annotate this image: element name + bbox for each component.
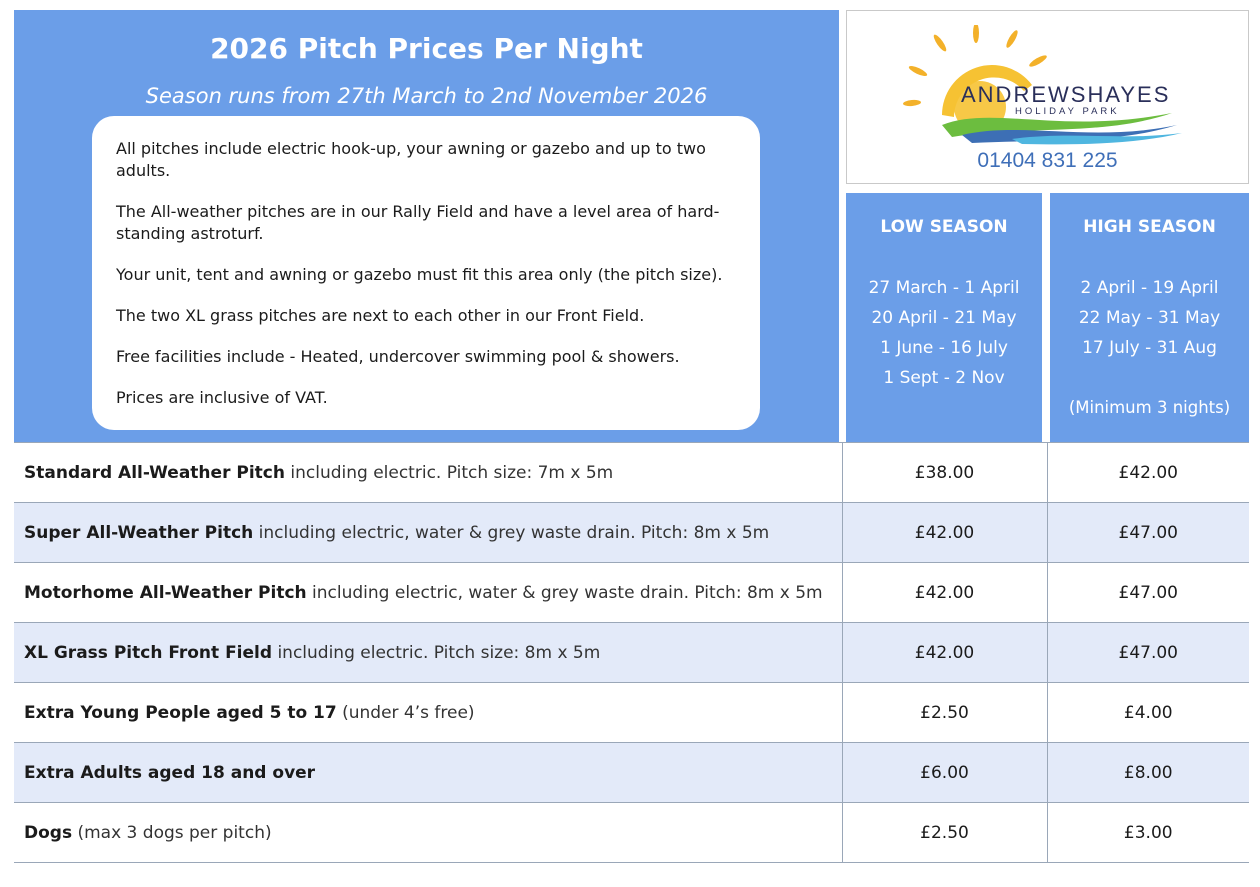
high-season-price: £8.00 — [1047, 743, 1249, 803]
high-season-price: £4.00 — [1047, 683, 1249, 743]
table-row — [14, 503, 1249, 563]
pitch-detail: including electric. Pitch size: 7m x 5m — [284, 462, 614, 483]
low-season-title: LOW SEASON — [880, 217, 1008, 237]
pitch-detail: (max 3 dogs per pitch) — [72, 822, 272, 843]
phone-number: 01404 831 225 — [977, 149, 1118, 172]
high-season-price: £47.00 — [1047, 563, 1249, 623]
pitch-name: Motorhome All-Weather Pitch — [24, 582, 307, 603]
date-range: 20 April - 21 May — [871, 308, 1017, 328]
pitch-name: Extra Adults aged 18 and over — [24, 762, 316, 783]
date-range: 27 March - 1 April — [868, 278, 1020, 298]
logo-name: ANDREWSHAYES — [961, 82, 1171, 107]
table-row — [14, 803, 1249, 863]
table-row — [14, 743, 1249, 803]
low-season-price: £42.00 — [842, 503, 1047, 563]
logo-subtitle: HOLIDAY PARK — [1015, 106, 1120, 117]
pitch-description — [14, 623, 842, 683]
info-line: The two XL grass pitches are next to each other in our Front Field. — [116, 306, 645, 325]
pitch-name: Standard All-Weather Pitch — [24, 462, 285, 483]
page-title: 2026 Pitch Prices Per Night — [210, 32, 643, 65]
pitch-description — [14, 503, 842, 563]
info-box — [92, 116, 760, 430]
table-row — [14, 683, 1249, 743]
low-season-price: £2.50 — [842, 683, 1047, 743]
info-line: All pitches include electric hook-up, your awning or gazebo and up to two adults. — [116, 139, 706, 180]
pitch-description — [14, 683, 842, 743]
high-season-panel — [1050, 193, 1249, 442]
date-range: 2 April - 19 April — [1080, 278, 1219, 298]
price-table — [14, 442, 1249, 863]
logo-box — [846, 10, 1249, 184]
header-panel — [14, 10, 839, 442]
pitch-description — [14, 563, 842, 623]
info-line: Your unit, tent and awning or gazebo must fit this area only (the pitch size). — [116, 265, 723, 284]
low-season-panel — [846, 193, 1042, 442]
high-season-price: £42.00 — [1047, 443, 1249, 503]
high-season-price: £47.00 — [1047, 623, 1249, 683]
pitch-detail: including electric, water & grey waste drain. Pitch: 8m x 5m — [306, 582, 823, 603]
date-range: 22 May - 31 May — [1078, 308, 1221, 328]
date-range: 1 June - 16 July — [880, 338, 1008, 358]
minimum-nights-note: (Minimum 3 nights) — [1068, 398, 1231, 417]
table-row — [14, 443, 1249, 503]
table-row — [14, 623, 1249, 683]
season-subtitle: Season runs from 27th March to 2nd November 2026 — [145, 84, 708, 108]
date-range: 17 July - 31 Aug — [1082, 338, 1217, 358]
high-season-price: £3.00 — [1047, 803, 1249, 863]
pitch-name: Extra Young People aged 5 to 17 — [24, 702, 337, 723]
table-row — [14, 563, 1249, 623]
high-season-title: HIGH SEASON — [1083, 217, 1216, 237]
low-season-price: £2.50 — [842, 803, 1047, 863]
pitch-description — [14, 743, 842, 803]
pitch-description — [14, 803, 842, 863]
high-season-dates — [1050, 273, 1249, 363]
pitch-name: XL Grass Pitch Front Field — [24, 642, 273, 663]
low-season-price: £42.00 — [842, 563, 1047, 623]
pitch-description — [14, 443, 842, 503]
pitch-detail: including electric, water & grey waste drain. Pitch: 8m x 5m — [253, 522, 770, 543]
high-season-price: £47.00 — [1047, 503, 1249, 563]
pitch-name: Dogs — [24, 822, 73, 843]
low-season-price: £6.00 — [842, 743, 1047, 803]
pitch-name: Super All-Weather Pitch — [24, 522, 254, 543]
low-season-price: £42.00 — [842, 623, 1047, 683]
date-range: 1 Sept - 2 Nov — [883, 368, 1005, 388]
info-line: Free facilities include - Heated, undercover swimming pool & showers. — [116, 347, 680, 366]
info-line: The All-weather pitches are in our Rally Field and have a level area of hard-standing astroturf. — [116, 202, 720, 243]
pitch-detail: including electric. Pitch size: 8m x 5m — [272, 642, 601, 663]
pitch-detail: (under 4’s free) — [336, 702, 475, 723]
low-season-price: £38.00 — [842, 443, 1047, 503]
info-line: Prices are inclusive of VAT. — [116, 388, 328, 407]
low-season-dates — [846, 273, 1042, 393]
